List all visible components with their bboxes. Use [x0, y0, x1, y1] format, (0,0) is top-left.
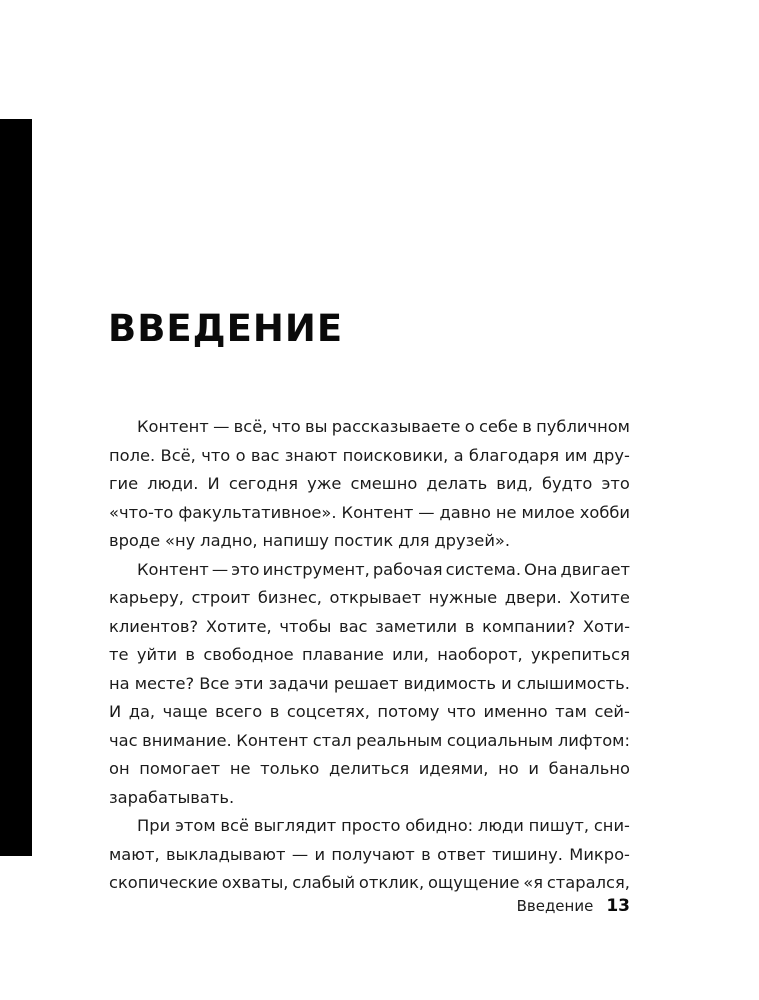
text-word: «я — [523, 873, 544, 892]
text-word: ощущение — [427, 873, 520, 892]
text-line — [109, 841, 630, 870]
text-word: задачи — [268, 673, 329, 693]
text-word: уйти — [136, 645, 178, 664]
text-word: чаще — [162, 702, 208, 721]
text-word: сни- — [593, 816, 630, 835]
text-word: да, — [128, 702, 156, 721]
text-word: давно — [439, 502, 491, 522]
text-word: тишину. — [491, 844, 563, 864]
text-word: обидно: — [405, 816, 474, 835]
text-word: выглядит — [253, 816, 337, 835]
text-word: зарабатывать. — [109, 787, 235, 807]
text-word: Контент — [236, 730, 309, 750]
text-word: плавание — [302, 645, 384, 664]
text-line — [109, 670, 630, 699]
text-word: ответ — [437, 844, 486, 864]
page-edge-marker — [0, 119, 32, 856]
text-word: поисковики, — [342, 445, 449, 465]
text-word: всего — [215, 702, 263, 721]
text-word: наоборот, — [437, 645, 523, 664]
text-word: — — [213, 417, 230, 436]
text-line — [109, 755, 630, 784]
text-line — [109, 784, 630, 813]
text-word: в — [464, 616, 475, 636]
text-word: в — [185, 645, 196, 664]
text-word: открывает — [329, 588, 422, 607]
text-line — [109, 556, 630, 585]
text-word: о — [464, 417, 475, 436]
text-word: — — [291, 844, 309, 864]
text-word: поле. — [109, 445, 156, 465]
text-word: но — [498, 759, 519, 778]
text-word: а — [453, 445, 464, 465]
text-word: факультативное». — [178, 502, 337, 522]
text-word: И — [109, 702, 122, 721]
text-word: делиться — [329, 759, 410, 778]
text-word: будто — [542, 474, 593, 493]
text-word: отклик, — [358, 873, 425, 892]
text-word: и — [528, 759, 540, 778]
text-word: помогает — [139, 759, 221, 778]
text-word: двери. — [504, 588, 562, 607]
text-line — [109, 470, 630, 499]
text-word: в — [522, 417, 532, 436]
text-word: внимание. — [142, 730, 232, 750]
text-word: вид, — [496, 474, 533, 493]
text-word: гие — [109, 474, 139, 493]
text-word: Хоти- — [582, 616, 630, 636]
text-word: охваты, — [221, 873, 289, 892]
text-line — [109, 698, 630, 727]
body-text — [109, 413, 630, 898]
text-word: система. — [445, 559, 522, 579]
text-word: только — [260, 759, 320, 778]
text-word: не — [495, 502, 517, 522]
text-word: этом — [174, 816, 216, 835]
text-line — [109, 527, 630, 556]
running-footer-section: Введение — [516, 897, 594, 915]
text-word: люди — [477, 816, 524, 835]
text-word: он — [109, 759, 130, 778]
text-line — [109, 613, 630, 642]
text-word: просто — [341, 816, 401, 835]
text-word: что — [201, 445, 231, 465]
text-line — [109, 727, 630, 756]
text-word: друзей». — [434, 531, 511, 550]
text-word: не — [229, 759, 251, 778]
text-word: Всё, — [160, 445, 196, 465]
text-word: сей- — [594, 702, 630, 721]
text-word: всё, — [233, 417, 268, 436]
text-word: сегодня — [228, 474, 298, 493]
text-word: решает — [333, 673, 399, 693]
text-word: Микро- — [569, 844, 630, 864]
text-word: что — [271, 417, 301, 436]
text-word: Все — [199, 673, 230, 693]
text-word: постик — [333, 531, 394, 550]
text-word: стал — [312, 730, 352, 750]
text-word: свободное — [203, 645, 294, 664]
page-footer — [517, 896, 630, 916]
text-word: ладно, — [200, 531, 258, 550]
text-line — [109, 641, 630, 670]
text-line — [109, 869, 630, 898]
text-line — [109, 413, 630, 442]
text-word: напишу — [262, 531, 329, 550]
text-word: бизнес, — [257, 588, 322, 607]
text-word: там — [555, 702, 587, 721]
text-word: о — [235, 445, 246, 465]
text-word: эти — [234, 673, 264, 693]
text-word: скопические — [109, 873, 218, 892]
text-word: в — [269, 702, 280, 721]
text-word: люди. — [147, 474, 199, 493]
text-word: знают — [284, 445, 338, 465]
text-word: или, — [392, 645, 429, 664]
text-word: При — [137, 816, 171, 835]
text-word: для — [398, 531, 430, 550]
text-word: пишут, — [528, 816, 590, 835]
text-word: рабочая — [372, 559, 443, 579]
text-line — [109, 584, 630, 613]
text-word: вас — [250, 445, 280, 465]
text-word: Контент — [341, 502, 414, 522]
text-word: социальным — [446, 730, 554, 750]
text-word: чтобы — [279, 616, 332, 636]
text-word: мают, — [109, 844, 160, 864]
text-word: строит — [191, 588, 251, 607]
text-word: «что-то — [109, 502, 174, 522]
text-word: именно — [483, 702, 548, 721]
text-word: Хотите, — [205, 616, 272, 636]
text-word: месте? — [134, 673, 195, 693]
text-word: Контент — [137, 559, 209, 579]
text-word: себе — [478, 417, 518, 436]
text-word: на — [109, 673, 130, 693]
text-word: компании? — [482, 616, 576, 636]
text-word: реальным — [356, 730, 443, 750]
text-word: это — [601, 474, 630, 493]
text-word: заметили — [375, 616, 458, 636]
text-word: Она — [524, 559, 558, 579]
text-word: и — [501, 673, 512, 693]
text-word: те — [109, 645, 129, 664]
text-line — [109, 442, 630, 471]
text-word: милое — [521, 502, 575, 522]
text-word: это — [231, 559, 260, 579]
text-word: слабый — [292, 873, 356, 892]
text-word: клиентов? — [109, 616, 199, 636]
text-word: — — [418, 502, 435, 522]
text-word: видимость — [403, 673, 496, 693]
text-word: рассказываете — [331, 417, 461, 436]
text-word: И — [207, 474, 220, 493]
text-word: публичном — [536, 417, 630, 436]
text-word: дру- — [592, 445, 630, 465]
text-word: карьеру, — [109, 588, 184, 607]
text-word: укрепиться — [531, 645, 630, 664]
text-word: благодаря — [468, 445, 560, 465]
text-word: идеями, — [418, 759, 489, 778]
text-word: слышимость. — [516, 673, 630, 693]
text-word: банально — [548, 759, 630, 778]
text-word: вы — [305, 417, 328, 436]
text-word: час — [109, 730, 138, 750]
text-word: вроде — [109, 531, 161, 550]
text-word: двигает — [560, 559, 630, 579]
text-word: и — [314, 844, 326, 864]
text-word: старался, — [546, 873, 630, 892]
text-word: «ну — [165, 531, 196, 550]
text-word: Хотите — [569, 588, 630, 607]
text-word: инструмент, — [262, 559, 370, 579]
page-number: 13 — [606, 896, 630, 916]
text-word: лифтом: — [557, 730, 630, 750]
chapter-title: ВВЕДЕНИЕ — [108, 307, 344, 350]
text-word: соцсетях, — [286, 702, 370, 721]
text-word: Контент — [137, 417, 209, 436]
text-word: всё — [220, 816, 249, 835]
text-word: выкладывают — [165, 844, 286, 864]
text-word: им — [564, 445, 588, 465]
text-word: что — [446, 702, 476, 721]
text-word: вас — [338, 616, 368, 636]
text-line — [109, 812, 630, 841]
text-word: получают — [331, 844, 415, 864]
text-word: делать — [426, 474, 488, 493]
text-word: в — [421, 844, 431, 864]
text-word: уже — [307, 474, 342, 493]
text-line — [109, 499, 630, 528]
text-word: потому — [377, 702, 440, 721]
text-word: — — [211, 559, 229, 579]
text-word: хобби — [579, 502, 630, 522]
text-word: смешно — [350, 474, 418, 493]
text-word: нужные — [428, 588, 498, 607]
